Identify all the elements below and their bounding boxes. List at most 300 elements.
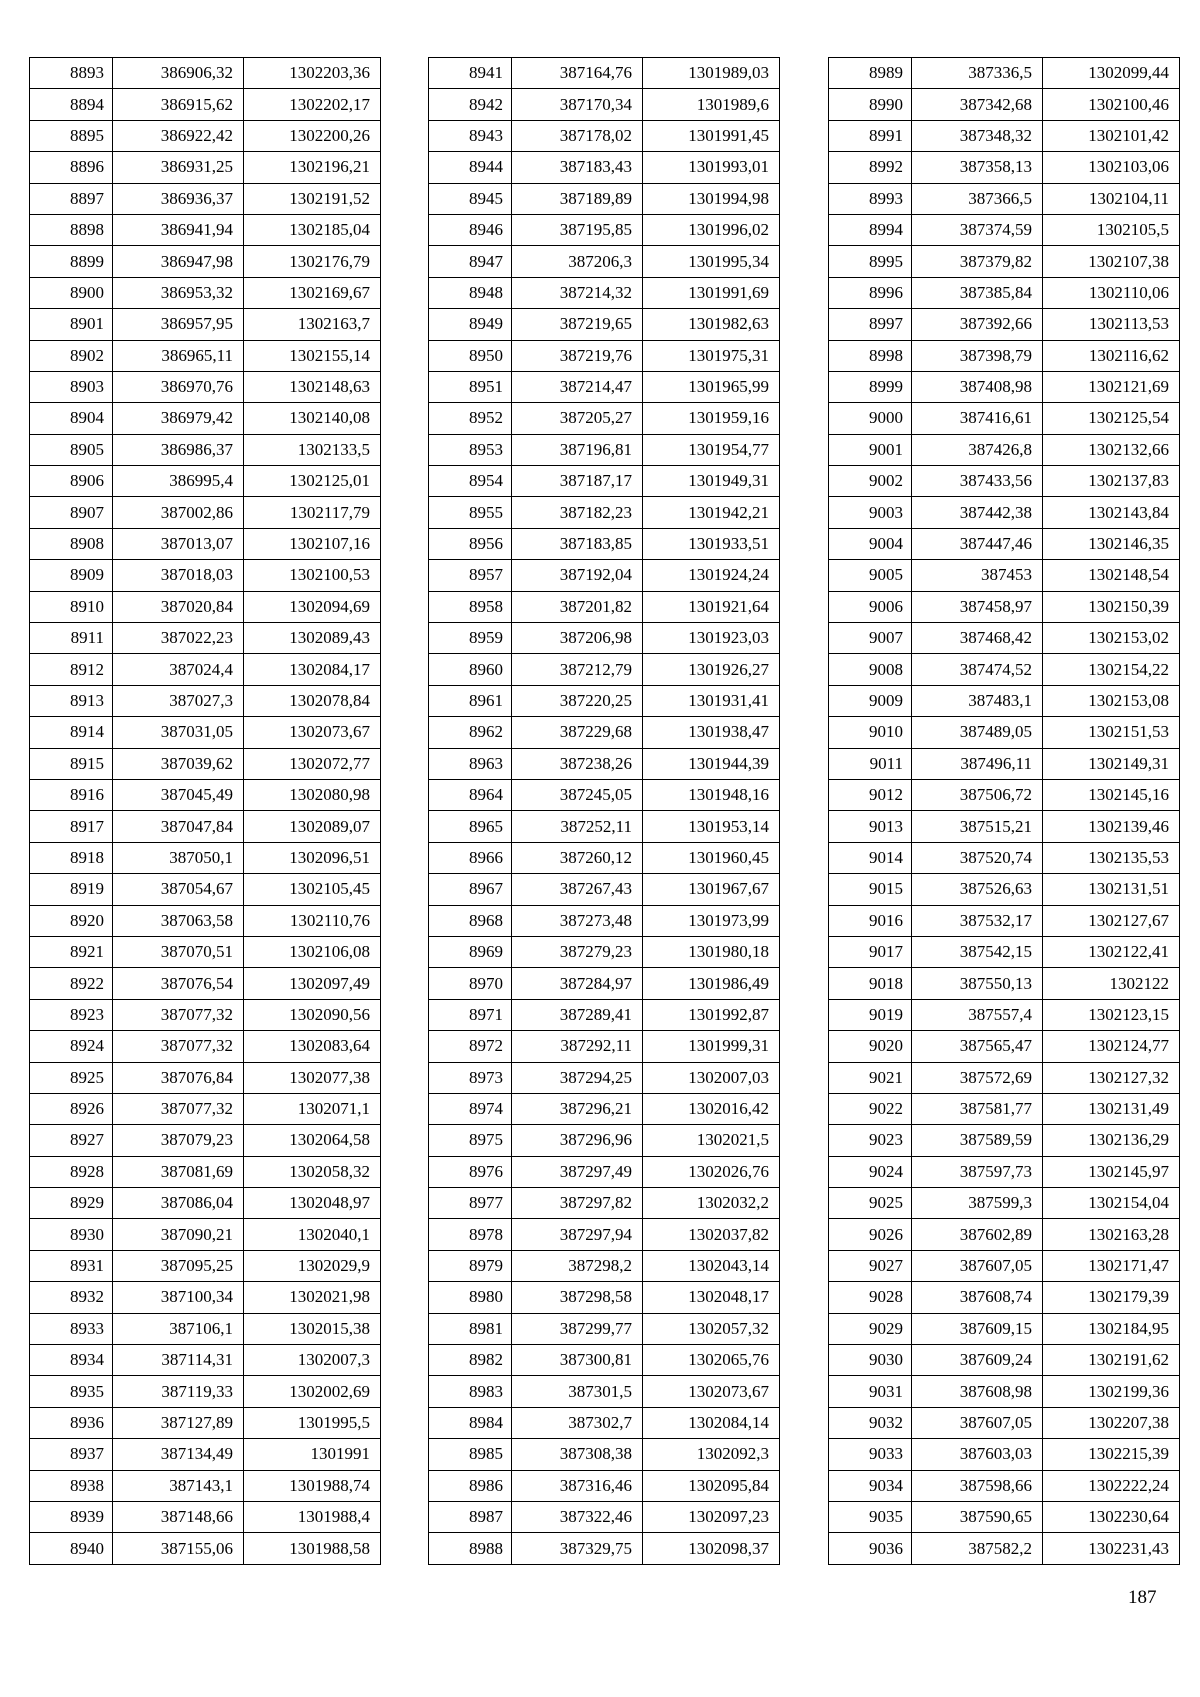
x-coordinate-cell: 387526,63 [912,874,1043,905]
table-row [829,1470,1180,1501]
point-number-cell: 9011 [829,748,912,779]
x-coordinate-cell: 387076,54 [113,968,244,999]
point-number-cell: 9003 [829,497,912,528]
x-coordinate-cell: 386965,11 [113,340,244,371]
table-row [429,277,780,308]
table-row [829,968,1180,999]
x-coordinate-cell: 387316,46 [512,1470,643,1501]
x-coordinate-cell: 387458,97 [912,591,1043,622]
point-number-cell: 8953 [429,434,512,465]
y-coordinate-cell: 1302083,64 [244,1031,381,1062]
table-row [829,999,1180,1030]
y-coordinate-cell: 1302094,69 [244,591,381,622]
point-number-cell: 8966 [429,842,512,873]
y-coordinate-cell: 1302072,77 [244,748,381,779]
point-number-cell: 8987 [429,1501,512,1532]
table-row [829,497,1180,528]
point-number-cell: 8975 [429,1125,512,1156]
x-coordinate-cell: 386906,32 [113,58,244,89]
y-coordinate-cell: 1302146,35 [1043,528,1180,559]
x-coordinate-cell: 387300,81 [512,1345,643,1376]
x-coordinate-cell: 387297,49 [512,1156,643,1187]
point-number-cell: 8897 [30,183,113,214]
y-coordinate-cell: 1302073,67 [643,1376,780,1407]
point-number-cell: 8941 [429,58,512,89]
table-row [429,685,780,716]
x-coordinate-cell: 387090,21 [113,1219,244,1250]
x-coordinate-cell: 386995,4 [113,466,244,497]
table-row [429,152,780,183]
y-coordinate-cell: 1302150,39 [1043,591,1180,622]
y-coordinate-cell: 1302064,58 [244,1125,381,1156]
table-row [829,1250,1180,1281]
x-coordinate-cell: 387086,04 [113,1188,244,1219]
table-row [829,560,1180,591]
x-coordinate-cell: 387532,17 [912,905,1043,936]
y-coordinate-cell: 1302154,04 [1043,1188,1180,1219]
y-coordinate-cell: 1302016,42 [643,1093,780,1124]
x-coordinate-cell: 387212,79 [512,654,643,685]
x-coordinate-cell: 387398,79 [912,340,1043,371]
y-coordinate-cell: 1302176,79 [244,246,381,277]
y-coordinate-cell: 1302090,56 [244,999,381,1030]
y-coordinate-cell: 1301942,21 [643,497,780,528]
x-coordinate-cell: 387031,05 [113,717,244,748]
y-coordinate-cell: 1301992,87 [643,999,780,1030]
point-number-cell: 8901 [30,309,113,340]
x-coordinate-cell: 387607,05 [912,1407,1043,1438]
table-row [429,1470,780,1501]
y-coordinate-cell: 1302029,9 [244,1250,381,1281]
point-number-cell: 8947 [429,246,512,277]
x-coordinate-cell: 386986,37 [113,434,244,465]
point-number-cell: 9002 [829,466,912,497]
point-number-cell: 8942 [429,89,512,120]
x-coordinate-cell: 387182,23 [512,497,643,528]
y-coordinate-cell: 1302040,1 [244,1219,381,1250]
table-row [829,1093,1180,1124]
point-number-cell: 9000 [829,403,912,434]
table-row [829,1125,1180,1156]
table-row [829,340,1180,371]
table-row [429,560,780,591]
x-coordinate-cell: 386947,98 [113,246,244,277]
table-row [429,403,780,434]
x-coordinate-cell: 387189,89 [512,183,643,214]
y-coordinate-cell: 1302132,66 [1043,434,1180,465]
point-number-cell: 9020 [829,1031,912,1062]
table-row [829,905,1180,936]
x-coordinate-cell: 387342,68 [912,89,1043,120]
point-number-cell: 8984 [429,1407,512,1438]
point-number-cell: 8918 [30,842,113,873]
x-coordinate-cell: 387366,5 [912,183,1043,214]
point-number-cell: 8989 [829,58,912,89]
table-row [829,748,1180,779]
point-number-cell: 9009 [829,685,912,716]
table-row [429,1031,780,1062]
y-coordinate-cell: 1302135,53 [1043,842,1180,873]
x-coordinate-cell: 387289,41 [512,999,643,1030]
y-coordinate-cell: 1301949,31 [643,466,780,497]
point-number-cell: 9016 [829,905,912,936]
table-row [829,89,1180,120]
point-number-cell: 8944 [429,152,512,183]
table-row [829,591,1180,622]
table-row [30,246,381,277]
point-number-cell: 9017 [829,936,912,967]
x-coordinate-cell: 387608,98 [912,1376,1043,1407]
y-coordinate-cell: 1302163,7 [244,309,381,340]
table-row [429,466,780,497]
point-number-cell: 9034 [829,1470,912,1501]
x-coordinate-cell: 387267,43 [512,874,643,905]
table-row [30,842,381,873]
table-row [30,1439,381,1470]
x-coordinate-cell: 387079,23 [113,1125,244,1156]
table-row [829,717,1180,748]
table-row [829,1282,1180,1313]
point-number-cell: 8972 [429,1031,512,1062]
x-coordinate-cell: 387214,32 [512,277,643,308]
y-coordinate-cell: 1302105,45 [244,874,381,905]
point-number-cell: 9027 [829,1250,912,1281]
point-number-cell: 8962 [429,717,512,748]
y-coordinate-cell: 1301948,16 [643,779,780,810]
x-coordinate-cell: 387095,25 [113,1250,244,1281]
table-row [30,1501,381,1532]
y-coordinate-cell: 1302097,49 [244,968,381,999]
x-coordinate-cell: 387143,1 [113,1470,244,1501]
table-row [30,1062,381,1093]
y-coordinate-cell: 1302137,83 [1043,466,1180,497]
y-coordinate-cell: 1302196,21 [244,152,381,183]
table-row [429,591,780,622]
point-number-cell: 9023 [829,1125,912,1156]
x-coordinate-cell: 387155,06 [113,1533,244,1564]
point-number-cell: 8982 [429,1345,512,1376]
x-coordinate-cell: 387219,76 [512,340,643,371]
x-coordinate-cell: 387489,05 [912,717,1043,748]
point-number-cell: 8978 [429,1219,512,1250]
table-row [30,434,381,465]
x-coordinate-cell: 387294,25 [512,1062,643,1093]
y-coordinate-cell: 1301973,99 [643,905,780,936]
x-coordinate-cell: 386953,32 [113,277,244,308]
table-row [829,277,1180,308]
table-row [30,1533,381,1564]
point-number-cell: 8990 [829,89,912,120]
x-coordinate-cell: 387100,34 [113,1282,244,1313]
point-number-cell: 8919 [30,874,113,905]
x-coordinate-cell: 386915,62 [113,89,244,120]
y-coordinate-cell: 1301954,77 [643,434,780,465]
table-row [429,999,780,1030]
y-coordinate-cell: 1302127,67 [1043,905,1180,936]
x-coordinate-cell: 387336,5 [912,58,1043,89]
table-row [429,717,780,748]
y-coordinate-cell: 1302071,1 [244,1093,381,1124]
y-coordinate-cell: 1302171,47 [1043,1250,1180,1281]
x-coordinate-cell: 387170,34 [512,89,643,120]
table-row [30,89,381,120]
y-coordinate-cell: 1302032,2 [643,1188,780,1219]
x-coordinate-cell: 387297,94 [512,1219,643,1250]
table-row [829,466,1180,497]
table-row [829,120,1180,151]
table-row [30,905,381,936]
point-number-cell: 9010 [829,717,912,748]
point-number-cell: 9012 [829,779,912,810]
point-number-cell: 8979 [429,1250,512,1281]
point-number-cell: 9026 [829,1219,912,1250]
y-coordinate-cell: 1302097,23 [643,1501,780,1532]
table-row [30,528,381,559]
y-coordinate-cell: 1302185,04 [244,214,381,245]
y-coordinate-cell: 1302231,43 [1043,1533,1180,1564]
table-row [429,1156,780,1187]
y-coordinate-cell: 1302123,15 [1043,999,1180,1030]
y-coordinate-cell: 1301931,41 [643,685,780,716]
point-number-cell: 8932 [30,1282,113,1313]
y-coordinate-cell: 1302107,38 [1043,246,1180,277]
table-row [429,1407,780,1438]
y-coordinate-cell: 1302104,11 [1043,183,1180,214]
y-coordinate-cell: 1302101,42 [1043,120,1180,151]
point-number-cell: 8911 [30,623,113,654]
x-coordinate-cell: 387284,97 [512,968,643,999]
point-number-cell: 8896 [30,152,113,183]
y-coordinate-cell: 1302151,53 [1043,717,1180,748]
y-coordinate-cell: 1302184,95 [1043,1313,1180,1344]
y-coordinate-cell: 1302084,17 [244,654,381,685]
x-coordinate-cell: 387442,38 [912,497,1043,528]
x-coordinate-cell: 387106,1 [113,1313,244,1344]
point-number-cell: 8917 [30,811,113,842]
x-coordinate-cell: 387322,46 [512,1501,643,1532]
point-number-cell: 8893 [30,58,113,89]
table-row [429,1093,780,1124]
table-row [829,779,1180,810]
table-row [30,1188,381,1219]
table-row [30,466,381,497]
x-coordinate-cell: 387296,21 [512,1093,643,1124]
table-row [30,874,381,905]
table-row [30,152,381,183]
x-coordinate-cell: 387214,47 [512,371,643,402]
y-coordinate-cell: 1301989,03 [643,58,780,89]
y-coordinate-cell: 1302080,98 [244,779,381,810]
point-number-cell: 8938 [30,1470,113,1501]
y-coordinate-cell: 1302105,5 [1043,214,1180,245]
y-coordinate-cell: 1302148,54 [1043,560,1180,591]
table-row [829,309,1180,340]
x-coordinate-cell: 387273,48 [512,905,643,936]
table-row [829,842,1180,873]
point-number-cell: 8926 [30,1093,113,1124]
y-coordinate-cell: 1301991,69 [643,277,780,308]
table-row [30,120,381,151]
y-coordinate-cell: 1302199,36 [1043,1376,1180,1407]
x-coordinate-cell: 387433,56 [912,466,1043,497]
point-number-cell: 8949 [429,309,512,340]
x-coordinate-cell: 387329,75 [512,1533,643,1564]
x-coordinate-cell: 387520,74 [912,842,1043,873]
table-row [829,811,1180,842]
point-number-cell: 8954 [429,466,512,497]
point-number-cell: 8927 [30,1125,113,1156]
point-number-cell: 8912 [30,654,113,685]
table-row [829,371,1180,402]
table-row [429,842,780,873]
point-number-cell: 8970 [429,968,512,999]
point-number-cell: 8933 [30,1313,113,1344]
y-coordinate-cell: 1302207,38 [1043,1407,1180,1438]
x-coordinate-cell: 387474,52 [912,654,1043,685]
table-row [30,1470,381,1501]
point-number-cell: 8948 [429,277,512,308]
y-coordinate-cell: 1302100,46 [1043,89,1180,120]
point-number-cell: 8930 [30,1219,113,1250]
x-coordinate-cell: 386979,42 [113,403,244,434]
y-coordinate-cell: 1302222,24 [1043,1470,1180,1501]
y-coordinate-cell: 1301996,02 [643,214,780,245]
table-row [829,58,1180,89]
point-number-cell: 8898 [30,214,113,245]
point-number-cell: 8950 [429,340,512,371]
table-row [429,936,780,967]
x-coordinate-cell: 387515,21 [912,811,1043,842]
point-number-cell: 9015 [829,874,912,905]
x-coordinate-cell: 387219,65 [512,309,643,340]
y-coordinate-cell: 1302203,36 [244,58,381,89]
table-row [30,1282,381,1313]
x-coordinate-cell: 387070,51 [113,936,244,967]
x-coordinate-cell: 387496,11 [912,748,1043,779]
x-coordinate-cell: 387127,89 [113,1407,244,1438]
x-coordinate-cell: 387348,32 [912,120,1043,151]
y-coordinate-cell: 1301988,4 [244,1501,381,1532]
y-coordinate-cell: 1301986,49 [643,968,780,999]
y-coordinate-cell: 1301989,6 [643,89,780,120]
x-coordinate-cell: 387220,25 [512,685,643,716]
x-coordinate-cell: 387597,73 [912,1156,1043,1187]
table-row [30,1407,381,1438]
table-row [829,1439,1180,1470]
y-coordinate-cell: 1301960,45 [643,842,780,873]
table-row [30,1093,381,1124]
table-row [829,1345,1180,1376]
table-row [429,1125,780,1156]
x-coordinate-cell: 387279,23 [512,936,643,967]
y-coordinate-cell: 1301944,39 [643,748,780,779]
y-coordinate-cell: 1301924,24 [643,560,780,591]
x-coordinate-cell: 387063,58 [113,905,244,936]
table-row [30,1313,381,1344]
table-row [429,1250,780,1281]
table-row [429,654,780,685]
table-row [30,340,381,371]
x-coordinate-cell: 387506,72 [912,779,1043,810]
x-coordinate-cell: 387608,74 [912,1282,1043,1313]
point-number-cell: 8931 [30,1250,113,1281]
y-coordinate-cell: 1302133,5 [244,434,381,465]
point-number-cell: 9030 [829,1345,912,1376]
coordinate-table-2 [428,57,780,1565]
y-coordinate-cell: 1302098,37 [643,1533,780,1564]
table-row [30,277,381,308]
table-row [829,1376,1180,1407]
point-number-cell: 8900 [30,277,113,308]
y-coordinate-cell: 1302037,82 [643,1219,780,1250]
point-number-cell: 8969 [429,936,512,967]
y-coordinate-cell: 1302058,32 [244,1156,381,1187]
y-coordinate-cell: 1302131,49 [1043,1093,1180,1124]
point-number-cell: 8993 [829,183,912,214]
table-row [829,1533,1180,1564]
x-coordinate-cell: 387054,67 [113,874,244,905]
table-row [30,623,381,654]
table-row [829,1031,1180,1062]
point-number-cell: 8915 [30,748,113,779]
y-coordinate-cell: 1302100,53 [244,560,381,591]
point-number-cell: 9001 [829,434,912,465]
point-number-cell: 8935 [30,1376,113,1407]
table-row [30,1156,381,1187]
x-coordinate-cell: 387468,42 [912,623,1043,654]
x-coordinate-cell: 387196,81 [512,434,643,465]
y-coordinate-cell: 1302057,32 [643,1313,780,1344]
y-coordinate-cell: 1302139,46 [1043,811,1180,842]
x-coordinate-cell: 387148,66 [113,1501,244,1532]
y-coordinate-cell: 1302191,52 [244,183,381,214]
y-coordinate-cell: 1302048,97 [244,1188,381,1219]
point-number-cell: 9013 [829,811,912,842]
x-coordinate-cell: 387252,11 [512,811,643,842]
x-coordinate-cell: 387292,11 [512,1031,643,1062]
point-number-cell: 8924 [30,1031,113,1062]
point-number-cell: 8907 [30,497,113,528]
x-coordinate-cell: 387609,24 [912,1345,1043,1376]
point-number-cell: 8997 [829,309,912,340]
y-coordinate-cell: 1301988,58 [244,1533,381,1564]
y-coordinate-cell: 1301967,67 [643,874,780,905]
x-coordinate-cell: 387374,59 [912,214,1043,245]
table-row [829,1407,1180,1438]
y-coordinate-cell: 1302145,16 [1043,779,1180,810]
point-number-cell: 8910 [30,591,113,622]
x-coordinate-cell: 387609,15 [912,1313,1043,1344]
y-coordinate-cell: 1302125,01 [244,466,381,497]
x-coordinate-cell: 387045,49 [113,779,244,810]
x-coordinate-cell: 387542,15 [912,936,1043,967]
table-row [829,152,1180,183]
y-coordinate-cell: 1302215,39 [1043,1439,1180,1470]
table-row [829,1062,1180,1093]
y-coordinate-cell: 1302116,62 [1043,340,1180,371]
x-coordinate-cell: 387245,05 [512,779,643,810]
table-row [30,779,381,810]
x-coordinate-cell: 387392,66 [912,309,1043,340]
y-coordinate-cell: 1302131,51 [1043,874,1180,905]
point-number-cell: 8913 [30,685,113,716]
table-row [429,1282,780,1313]
x-coordinate-cell: 387027,3 [113,685,244,716]
point-number-cell: 9018 [829,968,912,999]
x-coordinate-cell: 386922,42 [113,120,244,151]
x-coordinate-cell: 387379,82 [912,246,1043,277]
y-coordinate-cell: 1302110,76 [244,905,381,936]
